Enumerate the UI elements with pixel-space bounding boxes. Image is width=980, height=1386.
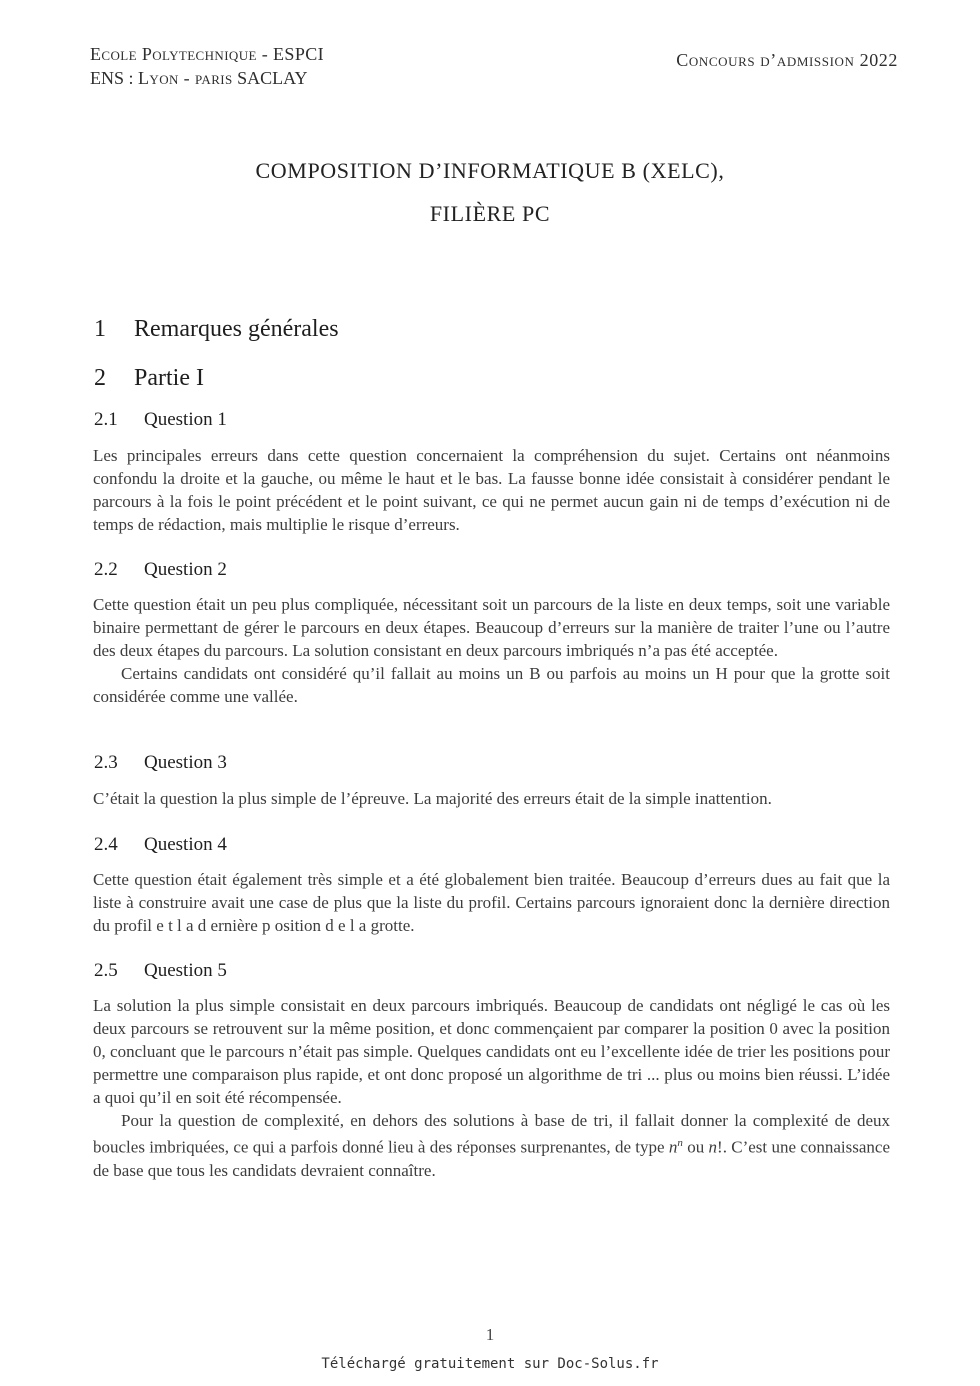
footer-source: Téléchargé gratuitement sur Doc-Solus.fr bbox=[321, 1356, 659, 1372]
subsection-heading-q1: 2.1 Question 1 bbox=[94, 409, 227, 430]
document-title: COMPOSITION D’INFORMATIQUE B (XELC), bbox=[255, 158, 725, 183]
paragraph-q5: La solution la plus simple consistait en deux parcours imbriqués. Beaucoup de candidats ont négligé le cas où les deux parcours se retrouvent sur la même position, et donc commençaient par comparer la position 0 avec la position 0, concluant que le parcours n’était pas simple. Quelques candidats ont eu l’excellente idée de trier les positions pour permettre une comparaison plus rapide, et ont donc proposé un algorithme de tri ... plus ou moins bien réussi. L’idée a quoi qu’il en soit été récompensée. Pour la question de complexité, en dehors des solutions à base de tri, il fallait donner la complexité de deux boucles imbriquées, ce qui a parfois donné lieu à des réponses surprenantes, de type $n^n$ ou n!. C’est une connaissance de base que tous les candidats devraient connaître. bbox=[93, 996, 890, 1180]
paragraph-q3: C’était la question la plus simple de l’épreuve. La majorité des erreurs était de la simple inattention. bbox=[93, 789, 772, 808]
paragraph-q1: Les principales erreurs dans cette question concernaient la compréhension du sujet. Certains ont néanmoins confondu la droite et la gauche, ou même le haut et le bas. La fausse bonne idée consistait à considérer pendant le parcours à la fois le point précédent et le point suivant, ce qui ne permet aucun gain ni de temps d’exécution ni de temps de rédaction, mais multiplie le risque d’erreurs. bbox=[93, 446, 890, 534]
page-number: 1 bbox=[485, 1325, 495, 1344]
paragraph-q5-complexity: Pour la question de complexité, en dehors des solutions à base de tri, il fallait donner la complexité de deux boucles imbriquées, ce qui a parfois donné lieu à des réponses surprenantes, de type $n^n$ ou n!. C’est une connaissance de base que tous les candidats devraient connaître. bbox=[93, 1111, 890, 1180]
header-school-line: Ecole Polytechnique - ESPCI bbox=[90, 44, 325, 64]
subsection-heading-q3: 2.3 Question 3 bbox=[94, 752, 227, 773]
header-institutions bbox=[90, 42, 324, 90]
paragraph-q2: Cette question était un peu plus compliquée, nécessitant soit un parcours de la liste en deux temps, soit une variable binaire permettant de gérer le parcours en deux étapes. Beaucoup d’erreurs sur la manière de traiter l’une ou l’autre des deux étapes du parcours. La solution consistant en deux parcours imbriqués n’a pas été acceptée. Certains candidats ont considéré qu’il fallait au moins un B ou parfois au moins un H pour que la grotte soit considérée comme une vallée. bbox=[93, 595, 890, 706]
header-contest: Concours d’admission 2022 bbox=[676, 50, 898, 70]
header-ens-line: ENS : Lyon - paris SACLAY bbox=[90, 68, 308, 88]
subsection-heading-q4: 2.4 Question 4 bbox=[94, 834, 227, 855]
paragraph-q4: Cette question était également très simple et a été globalement bien traitée. Beaucoup d’erreurs dues au fait que la liste à construire avait une case de plus que la liste du profil. Certains parcours ignoraient donc la dernière direction du profil e t l a d ernière p osition d e l a grotte. bbox=[93, 870, 890, 935]
section-heading-1: 1 Remarques générales bbox=[94, 316, 339, 342]
document-subtitle: FILIÈRE PC bbox=[429, 201, 551, 226]
subsection-heading-q2: 2.2 Question 2 bbox=[94, 559, 227, 580]
subsection-heading-q5: 2.5 Question 5 bbox=[94, 960, 227, 981]
section-heading-2: 2 Partie I bbox=[94, 365, 204, 391]
